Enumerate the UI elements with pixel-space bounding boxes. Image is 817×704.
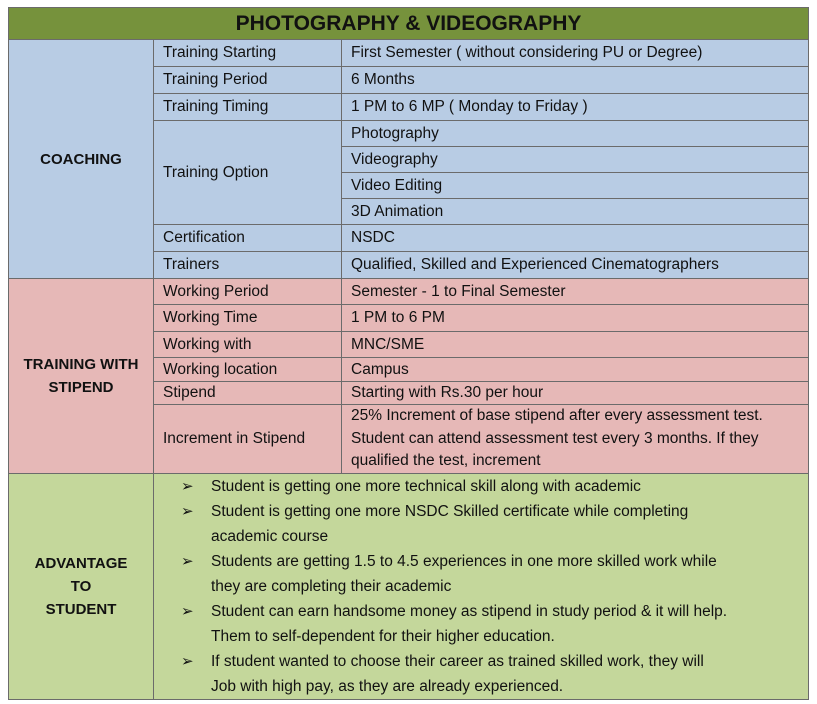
increment-label: Increment in Stipend [154, 405, 342, 474]
advantage-item [154, 599, 808, 649]
training-timing-label: Training Timing [154, 94, 342, 121]
advantage-item [154, 549, 808, 599]
program-table-frame [8, 7, 808, 699]
advantage-section-line: TO [70, 577, 92, 595]
training-timing-value: 1 PM to 6 MP ( Monday to Friday ) [342, 94, 809, 121]
training-option-item: 3D Animation [342, 199, 809, 225]
advantage-list [154, 474, 808, 699]
advantage-item [154, 649, 808, 699]
advantage-list-cell [154, 473, 809, 699]
training-option-label: Training Option [154, 121, 342, 225]
working-with-value: MNC/SME [342, 332, 809, 358]
increment-line: Student can attend assessment test every 3 months. If they [351, 429, 759, 447]
advantage-item-text: Student is getting one more technical skill along with academic [211, 477, 641, 495]
stipend-section-line: TRAINING WITH [23, 355, 139, 373]
advantage-item-text: they are completing their academic [211, 577, 452, 595]
advantage-item [154, 499, 808, 549]
increment-line: qualified the test, increment [351, 452, 541, 469]
working-location-value: Campus [342, 358, 809, 382]
advantage-section-line: STUDENT [45, 600, 117, 618]
advantage-item-text: If student wanted to choose their career as trained skilled work, they will [211, 652, 704, 670]
advantage-item-text: Student can earn handsome money as stipend in study period & it will help. [211, 602, 728, 620]
program-table [8, 7, 809, 700]
advantage-item-text: Them to self-dependent for their higher education. [211, 627, 555, 645]
working-time-label: Working Time [154, 305, 342, 332]
trainers-value: Qualified, Skilled and Experienced Cinematographers [342, 252, 809, 279]
advantage-section-label [9, 473, 154, 699]
advantage-item-text: academic course [211, 527, 329, 545]
advantage-section-line: ADVANTAGE [34, 554, 128, 572]
working-period-value: Semester - 1 to Final Semester [342, 279, 809, 305]
training-period-label: Training Period [154, 67, 342, 94]
training-option-item: Photography [342, 121, 809, 147]
arrow-bullet-icon: ➢ [181, 602, 194, 620]
arrow-bullet-icon: ➢ [181, 502, 194, 520]
training-option-item: Video Editing [342, 173, 809, 199]
trainers-label: Trainers [154, 252, 342, 279]
page-title: PHOTOGRAPHY & VIDEOGRAPHY [9, 8, 809, 40]
training-starting-value: First Semester ( without considering PU or Degree) [342, 40, 809, 67]
advantage-item-text: Student is getting one more NSDC Skilled certificate while completing [211, 502, 689, 520]
working-time-value: 1 PM to 6 PM [342, 305, 809, 332]
working-period-label: Working Period [154, 279, 342, 305]
increment-line: 25% Increment of base stipend after every assessment test. [351, 407, 763, 424]
working-with-label: Working with [154, 332, 342, 358]
stipend-section-line: STIPEND [48, 378, 114, 396]
certification-label: Certification [154, 225, 342, 252]
advantage-item-text: Students are getting 1.5 to 4.5 experiences in one more skilled work while [211, 552, 717, 570]
coaching-section-label: COACHING [9, 40, 154, 279]
stipend-label: Stipend [154, 382, 342, 405]
working-location-label: Working location [154, 358, 342, 382]
training-option-item: Videography [342, 147, 809, 173]
arrow-bullet-icon: ➢ [181, 477, 194, 495]
stipend-section-label [9, 279, 154, 474]
arrow-bullet-icon: ➢ [181, 552, 194, 570]
arrow-bullet-icon: ➢ [181, 652, 194, 670]
increment-value [342, 405, 809, 474]
training-starting-label: Training Starting [154, 40, 342, 67]
advantage-item [154, 474, 808, 499]
advantage-item-text: Job with high pay, as they are already experienced. [211, 677, 564, 695]
certification-value: NSDC [342, 225, 809, 252]
training-period-value: 6 Months [342, 67, 809, 94]
stipend-value: Starting with Rs.30 per hour [342, 382, 809, 405]
